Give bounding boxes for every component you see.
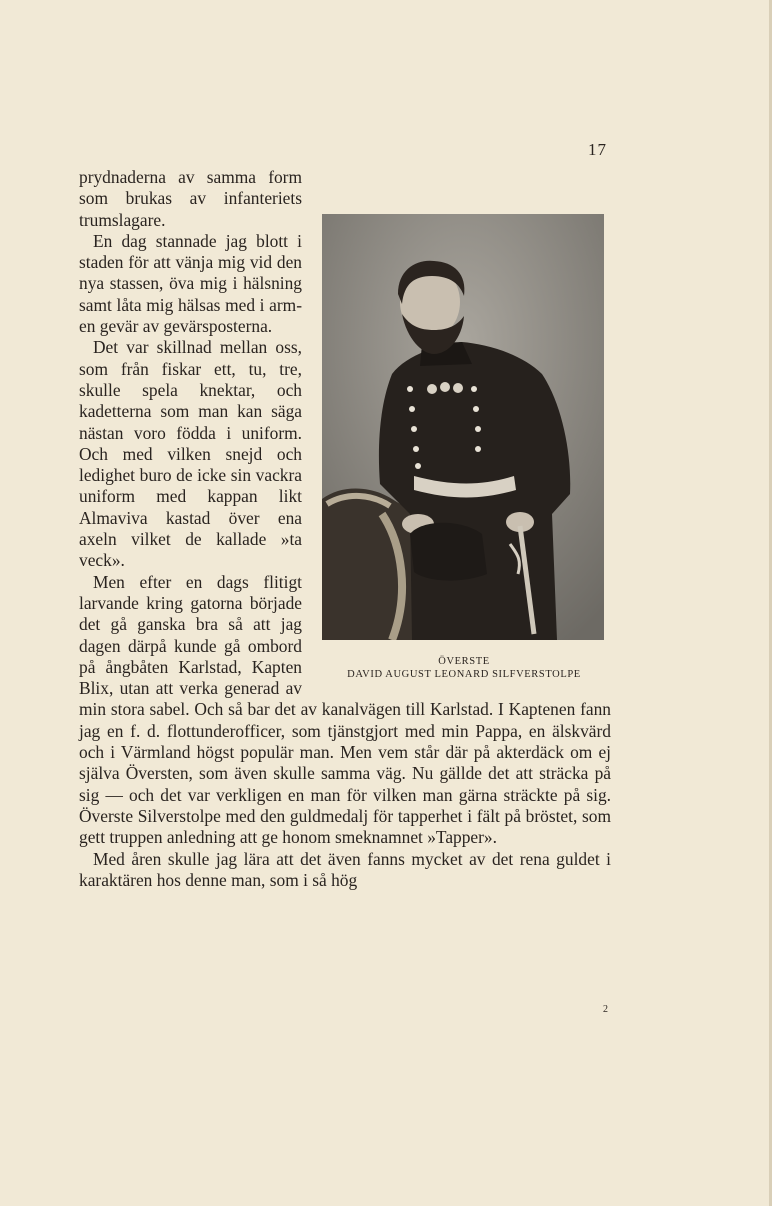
paragraph-3: Det var skillnad mellan oss, som från fiskar ett, tu, tre, skulle spela knektar, och kadetterna som man kan säga nästan voro födda i uniform. Och med vilken snejd och ledighet buro de icke sin vackra uniform med kappan likt Almaviva kastad över ena axeln vilket de kallade »ta veck». (79, 337, 302, 571)
page-number: 17 (588, 140, 607, 159)
paragraph-1: prydnaderna av samma form som brukas av infanteriets trumslagare. (79, 167, 302, 230)
paragraph-5: Med åren skulle jag lära att det även fanns mycket av det rena guldet i karaktären hos denne man, som i så hög (79, 848, 611, 890)
signature-mark: 2 (603, 1004, 608, 1015)
caption-name: DAVID AUGUST LEONARD SILFVERSTOLPE (347, 669, 581, 680)
portrait-caption (314, 655, 614, 681)
caption-title: ÖVERSTE (438, 656, 490, 667)
body-text (79, 167, 611, 891)
paragraph-2: En dag stannade jag blott i staden för att vänja mig vid den nya stassen, öva mig i hälsning samt låta mig hälsas med i armen gevär av gevärsposterna. (79, 230, 302, 337)
paragraph-4: Men efter en dags flitigt larvande kring gatorna började det gå ganska bra så att jag dagen därpå kunde gå ombord på ångbåten Karlstad, Kapten Blix, utan att verka generad av min stora sabel. Och så bar det av kanalvägen till Karlstad. I Kaptenen fann jag en f. d. flottunderofficer, som tjänstgjort med min Pappa, en älskvärd och i Värmland högst populär man. Men vem står där på akterdäck om ej själva Översten, som även skulle samma väg. Nu gällde det att sträcka på sig — och det var verkligen en man för vilken man gärna sträckte på sig. Överste Silverstolpe med den guldmedalj för tapperhet i fält på bröstet, som gett truppen anledning att ge honom smeknamnet »Tapper». (79, 571, 611, 848)
portrait-figure (314, 214, 614, 681)
portrait-photo (322, 214, 604, 640)
